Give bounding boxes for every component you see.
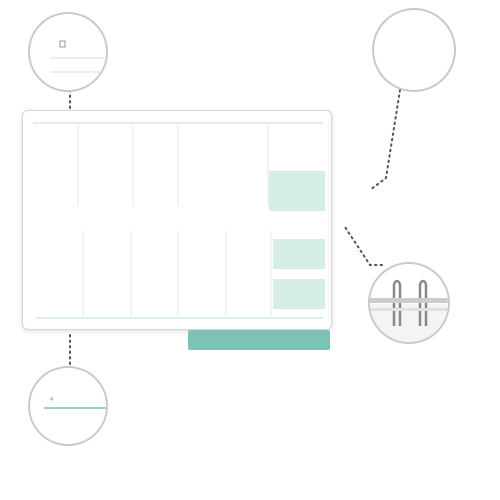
calendar-zoom-circle	[372, 8, 456, 92]
calendar-grid-graphic	[374, 10, 456, 92]
todo-zoom-circle	[28, 12, 108, 92]
wire-zoom-circle	[368, 262, 450, 344]
runtime-banner	[188, 330, 330, 350]
wire-o-binding	[30, 211, 324, 225]
woche-zoom-circle	[28, 366, 108, 446]
svg-text:4: 4	[50, 397, 54, 403]
